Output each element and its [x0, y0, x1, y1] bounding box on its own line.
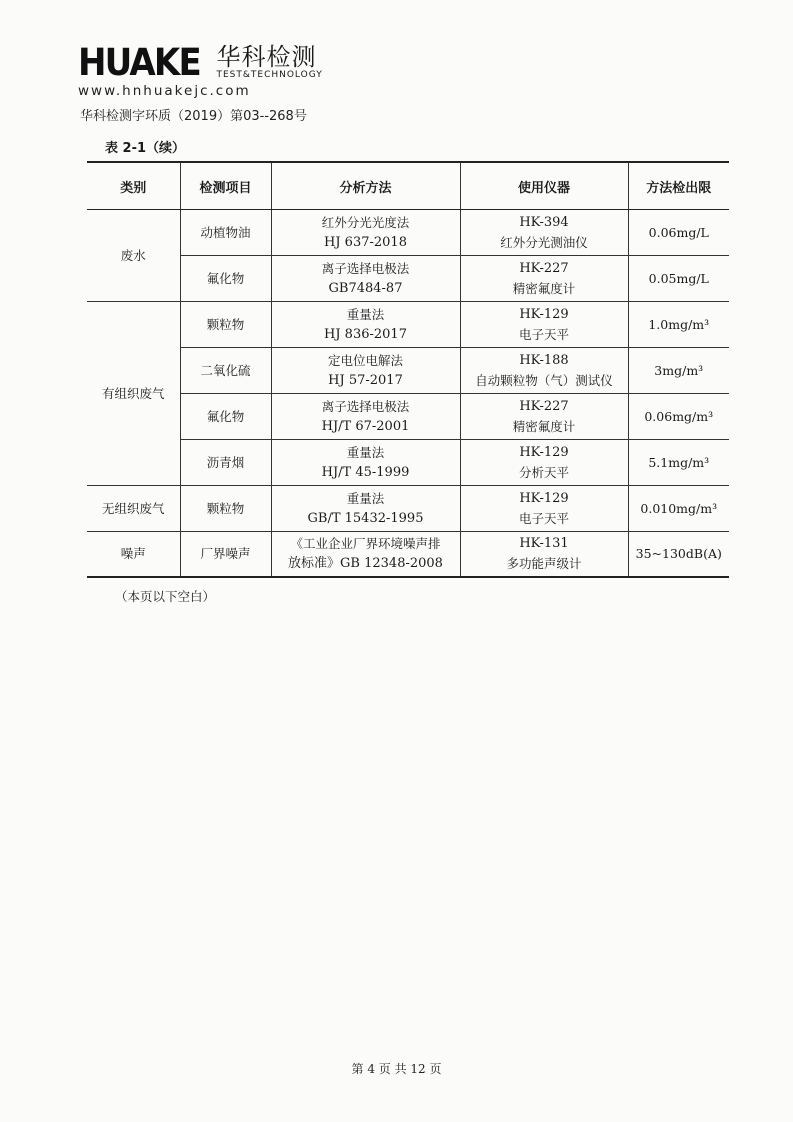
instrument-cell — [460, 440, 628, 486]
method-standard: HJ/T 45-1999 — [321, 464, 410, 480]
table-row — [87, 210, 729, 256]
logo-text — [216, 44, 322, 80]
category-label: 有组织废气 — [101, 385, 165, 401]
method-standard: HJ 836-2017 — [324, 326, 407, 342]
instrument-cell — [460, 394, 628, 440]
category-label: 废水 — [120, 247, 146, 263]
limit-value: 35~130dB(A) — [635, 546, 722, 561]
category-cell — [87, 486, 180, 532]
website-url: www.hnhuakejc.com — [78, 83, 251, 99]
table-row — [87, 348, 729, 394]
item-cell — [180, 532, 271, 578]
limit-value: 1.0mg/m³ — [648, 316, 710, 332]
item-label: 颗粒物 — [206, 500, 245, 516]
method-standard: GB/T 15432-1995 — [307, 510, 424, 526]
letterhead — [78, 41, 323, 99]
limit-cell — [628, 440, 729, 486]
table-header-row — [87, 162, 729, 210]
category-label: 噪声 — [120, 546, 146, 561]
table-row — [87, 486, 729, 532]
header-instrument: 使用仪器 — [460, 162, 628, 210]
method-standard: HJ 637-2018 — [324, 234, 407, 250]
instrument-code: HK-227 — [519, 398, 569, 414]
item-cell — [180, 256, 271, 302]
limit-cell — [628, 486, 729, 532]
item-cell — [180, 302, 271, 348]
method-standard: 放标准》GB 12348-2008 — [288, 556, 443, 571]
table-row — [87, 302, 729, 348]
limit-cell — [628, 302, 729, 348]
item-label: 厂界噪声 — [200, 546, 251, 561]
method-cell — [271, 210, 460, 256]
instrument-cell — [460, 210, 628, 256]
method-cell — [271, 440, 460, 486]
limit-value: 5.1mg/m³ — [648, 454, 710, 470]
instrument-code: HK-188 — [519, 352, 569, 368]
table-row — [87, 532, 729, 578]
logo-mark: HUAKE — [78, 41, 200, 84]
header-limit: 方法检出限 — [628, 162, 729, 210]
instrument-name: 电子天平 — [518, 326, 569, 342]
item-label: 动植物油 — [200, 224, 251, 240]
instrument-name: 红外分光测油仪 — [500, 234, 588, 250]
limit-cell — [628, 256, 729, 302]
method-standard: GB7484-87 — [328, 280, 403, 296]
instrument-name: 多功能声级计 — [506, 556, 582, 571]
method-name: 重量法 — [346, 444, 385, 460]
header-item: 检测项目 — [180, 162, 271, 210]
report-number: 华科检测字环质（2019）第03--268号 — [80, 109, 307, 124]
header-method: 分析方法 — [271, 162, 460, 210]
instrument-code: HK-129 — [519, 444, 569, 460]
item-label: 沥青烟 — [206, 454, 245, 470]
method-standard: HJ/T 67-2001 — [321, 418, 410, 434]
logo-cn-name: 华科检测 — [216, 43, 317, 71]
method-cell — [271, 348, 460, 394]
category-cell — [87, 302, 180, 486]
logo-en-name: TEST&TECHNOLOGY — [216, 70, 323, 80]
instrument-cell — [460, 302, 628, 348]
table-row — [87, 394, 729, 440]
item-cell — [180, 486, 271, 532]
category-cell — [87, 532, 180, 578]
method-name: 重量法 — [346, 306, 385, 322]
limit-cell — [628, 210, 729, 256]
method-name: 《工业企业厂界环境噪声排 — [290, 536, 441, 551]
instrument-cell — [460, 532, 628, 578]
method-cell — [271, 256, 460, 302]
method-cell — [271, 302, 460, 348]
limit-value: 0.010mg/m³ — [640, 500, 718, 516]
instrument-code: HK-131 — [519, 536, 569, 551]
instrument-code: HK-129 — [519, 490, 569, 506]
item-cell — [180, 394, 271, 440]
instrument-name: 精密氟度计 — [512, 418, 576, 434]
method-cell — [271, 394, 460, 440]
table-row — [87, 440, 729, 486]
method-standard: HJ 57-2017 — [328, 372, 403, 388]
category-cell — [87, 210, 180, 302]
item-label: 氟化物 — [206, 408, 245, 424]
item-label: 二氧化硫 — [200, 362, 251, 378]
limit-cell — [628, 394, 729, 440]
method-name: 重量法 — [346, 490, 385, 506]
instrument-cell — [460, 348, 628, 394]
item-cell — [180, 440, 271, 486]
instrument-name: 精密氟度计 — [512, 280, 576, 296]
page-footer: 第 4 页 共 12 页 — [351, 1062, 442, 1076]
company-logo — [78, 41, 323, 84]
limit-value: 0.06mg/m³ — [644, 408, 714, 424]
item-cell — [180, 210, 271, 256]
detection-methods-table — [87, 161, 729, 578]
limit-value: 0.06mg/L — [648, 224, 709, 240]
item-label: 氟化物 — [206, 270, 245, 286]
instrument-name: 自动颗粒物（气）测试仪 — [475, 372, 613, 388]
instrument-name: 分析天平 — [518, 464, 569, 480]
limit-value: 0.05mg/L — [648, 270, 709, 286]
table-caption: 表 2-1（续） — [105, 141, 186, 156]
instrument-code: HK-394 — [519, 214, 569, 230]
table-row — [87, 256, 729, 302]
item-cell — [180, 348, 271, 394]
limit-cell — [628, 348, 729, 394]
method-name: 离子选择电极法 — [321, 398, 410, 414]
category-label: 无组织废气 — [101, 500, 165, 516]
instrument-name: 电子天平 — [518, 510, 569, 526]
item-label: 颗粒物 — [206, 316, 245, 332]
limit-cell — [628, 532, 729, 578]
blank-page-note: （本页以下空白） — [115, 589, 216, 604]
header-category: 类别 — [87, 162, 180, 210]
method-cell — [271, 486, 460, 532]
table-body — [87, 210, 729, 578]
instrument-code: HK-227 — [519, 260, 569, 276]
instrument-code: HK-129 — [519, 306, 569, 322]
method-name: 离子选择电极法 — [321, 260, 410, 276]
limit-value: 3mg/m³ — [654, 362, 704, 378]
instrument-cell — [460, 256, 628, 302]
method-name: 红外分光光度法 — [321, 214, 410, 230]
method-name: 定电位电解法 — [327, 352, 403, 368]
instrument-cell — [460, 486, 628, 532]
method-cell — [271, 532, 460, 578]
